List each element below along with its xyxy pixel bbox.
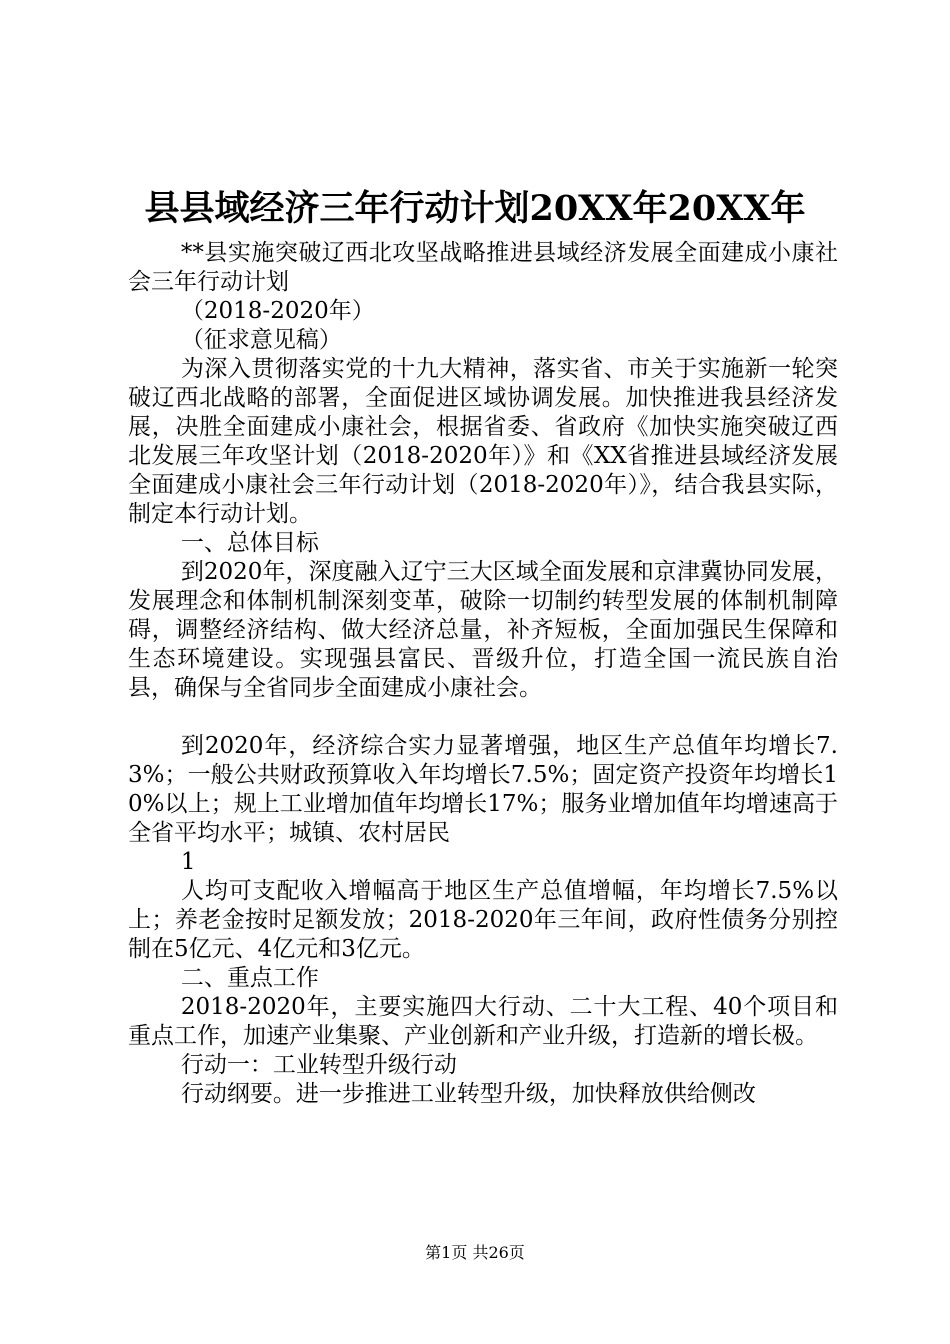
document-title: 县县域经济三年行动计划20XX年20XX年 <box>144 188 806 229</box>
document-body <box>128 239 838 1109</box>
paragraph-income-targets: 人均可支配收入增幅高于地区生产总值增幅，年均增长7.5%以上；养老金按时足额发放；2018-2020年三年间，政府性债务分别控制在5亿元、4亿元和3亿元。 <box>128 878 838 962</box>
page-marker: 1 <box>180 849 196 875</box>
blank-line <box>128 703 838 732</box>
paragraph-plan-name: **县实施突破辽西北攻坚战略推进县域经济发展全面建成小康社会三年行动计划 <box>128 240 838 295</box>
heading-key-work: 二、重点工作 <box>180 965 319 991</box>
paragraph-intro: 为深入贯彻落实党的十九大精神，落实省、市关于实施新一轮突破辽西北战略的部署，全面促进区域协调发展。加快推进我县经济发展，决胜全面建成小康社会，根据省委、省政府《加快实施突破辽西北发展三年攻坚计划（2018-2020年）》和《XX省推进县域经济发展全面建成小康社会三年行动计划（2018-2020年）》，结合我县实际，制定本行动计划。 <box>128 356 838 527</box>
paragraph-goal-summary: 到2020年，深度融入辽宁三大区域全面发展和京津冀协同发展，发展理念和体制机制深刻变革，破除一切制约转型发展的体制机制障碍，调整经济结构、做大经济总量，补齐短板，全面加强民生保障和生态环境建设。实现强县富民、晋级升位，打造全国一流民族自治县，确保与全省同步全面建成小康社会。 <box>128 559 838 701</box>
heading-overall-goal: 一、总体目标 <box>180 530 319 556</box>
paragraph-action-outline: 行动纲要。进一步推进工业转型升级，加快释放供给侧改 <box>180 1081 756 1107</box>
paragraph-economic-targets: 到2020年，经济综合实力显著增强，地区生产总值年均增长7.3%；一般公共财政预算收入年均增长7.5%；固定资产投资年均增长10%以上；规上工业增加值年均增长17%；服务业增加值年均增速高于全省平均水平；城镇、农村居民 <box>128 733 838 846</box>
page-footer: 第1页 共26页 <box>425 1243 525 1262</box>
paragraph-plan-period: （2018-2020年） <box>180 298 375 324</box>
heading-action-one: 行动一：工业转型升级行动 <box>180 1052 457 1078</box>
paragraph-key-work-summary: 2018-2020年，主要实施四大行动、二十大工程、40个项目和重点工作，加速产业集聚、产业创新和产业升级，打造新的增长极。 <box>128 994 838 1049</box>
paragraph-draft-note: （征求意见稿） <box>180 327 342 353</box>
